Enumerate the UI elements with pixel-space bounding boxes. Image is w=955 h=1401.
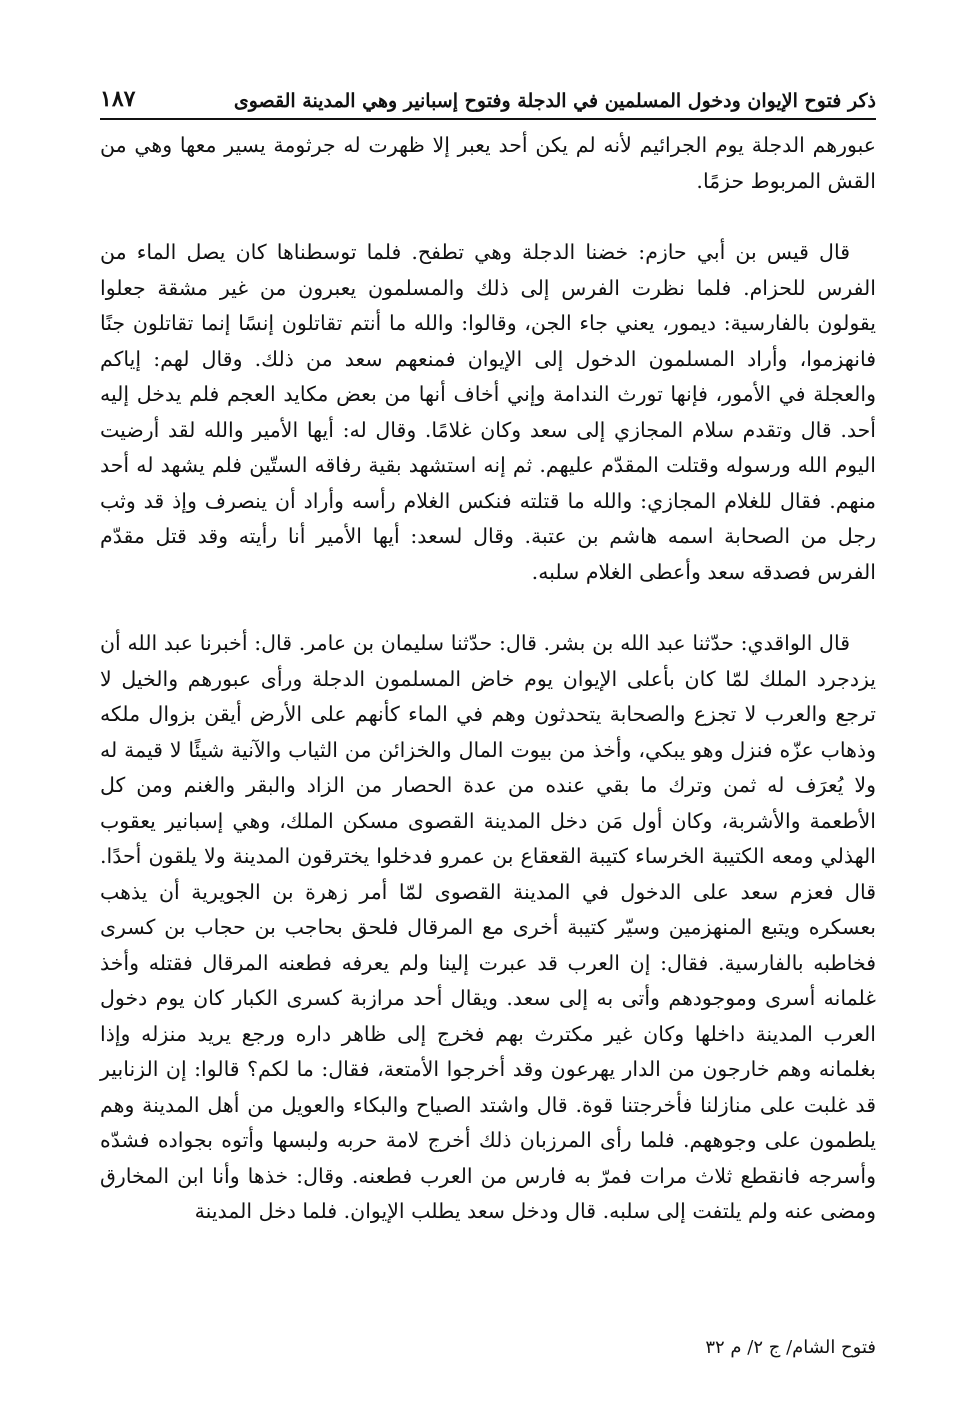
body-text [100, 128, 876, 1230]
running-head [100, 82, 876, 120]
paragraph-2: قال قيس بن أبي حازم: خضنا الدجلة وهي تطفح. فلما توسطناها كان يصل الماء من الفرس للحزام. فلما نظرت الفرس إلى ذلك والمسلمون يعبرون من غير مشقة جعلوا يقولون بالفارسية: ديمور، يعني جاء الجن، وقالوا: والله ما أنتم تقاتلون إنسًا إنما تقاتلون جنًا فانهزموا، وأراد المسلمون الدخول إلى الإيوان فمنعهم سعد من ذلك. وقال لهم: إياكم والعجلة في الأمور، فإنها تورث الندامة وإني أخاف أنها من بعض مكايد العجم فلم يدخل إليه أحد. قال وتقدم سلام المجازي إلى سعد وكان غلامًا. وقال له: أيها الأمير والله لقد أرضيت اليوم الله ورسوله وقتلت المقدّم عليهم. ثم إنه استشهد بقية رفاقه الستّين فلم يشهد له أحد منهم. فقال للغلام المجازي: والله ما قتلته فنكس الغلام رأسه وأراد أن ينصرف وإذ قد وثب رجل من الصحابة اسمه هاشم بن عتبة. وقال لسعد: أيها الأمير أنا رأيته وقد قتل مقدّم الفرس فصدقه سعد وأعطى الغلام سلبه. [100, 240, 876, 584]
paragraph-3: قال الواقدي: حدّثنا عبد الله بن بشر. قال: حدّثنا سليمان بن عامر. قال: أخبرنا عبد الله أن يزدجرد الملك لمّا كان بأعلى الإيوان يوم خاض المسلمون الدجلة ورأى عبورهم والخيل لا ترجع والعرب لا تجزع والصحابة يتحدثون وهم في الماء كأنهم على الأرض أيقن بزوال ملكه وذهاب عزّه فنزل وهو يبكي، وأخذ من بيوت المال والخزائن من الثياب والآنية شيئًا لا قيمة له ولا يُعرَف له ثمن وترك ما بقي عنده من عدة الحصار من الزاد والبقر والغنم ومن كل الأطعمة والأشربة، وكان أول مَن دخل المدينة القصوى مسكن الملك، وهي إسبانير يعقوب الهذلي ومعه الكتيبة الخرساء كتيبة القعقاع بن عمرو فدخلوا يخترقون المدينة ولا يلقون أحدًا. قال فعزم سعد على الدخول في المدينة القصوى لمّا أمر زهرة بن الجويرية أن يذهب بعسكره ويتبع المنهزمين وسيّر كتيبة أخرى مع المرقال فلحق بحاجب بن حجاب بن كسرى فخاطبه بالفارسية. فقال: إن العرب قد عبرت إلينا ولم يعرفه فطعنه المرقال فقتله وأخذ غلمانه أسرى وموجودهم وأتى به إلى سعد. ويقال أحد مرازبة كسرى الكبار كان يوم دخول العرب المدينة داخلها وكان غير مكترث بهم فخرج إلى ظاهر داره ورجع يريد منزله وإذا بغلمانه وهم خارجون من الدار يهرعون وقد أخرجوا الأمتعة، فقال: ما لكم؟ قالوا: إن الزنابير قد غلبت على منازلنا فأخرجتنا قوة. قال واشتد الصياح والبكاء والعويل من أهل المدينة وهم يلطمون على وجوههم. فلما رأى المرزبان ذلك أخرج لامة حربه ولبسها وأتوه بجواده فشدّه وأسرجه فانقطع ثلاث مرات فمرّ به فارس من العرب فطعنه. وقال: خذها وأنا ابن المخارق ومضى عنه ولم يلتفت إلى سلبه. قال ودخل سعد يطلب الإيوان. فلما دخل المدينة [100, 631, 876, 1223]
paragraph-1: عبورهم الدجلة يوم الجرائيم لأنه لم يكن أحد يعبر إلا ظهرت له جرثومة يسير معها وهي من القش المربوط حزمًا. [100, 133, 876, 193]
book-page [100, 82, 876, 1358]
running-title: ذكر فتوح الإيوان ودخول المسلمين في الدجلة وفتوح إسبانير وهي المدينة القصوى [233, 90, 876, 112]
page-number: ١٨٧ [100, 86, 136, 112]
footer-signature: فتوح الشام/ ج ٢/ م ٣٢ [705, 1337, 876, 1358]
